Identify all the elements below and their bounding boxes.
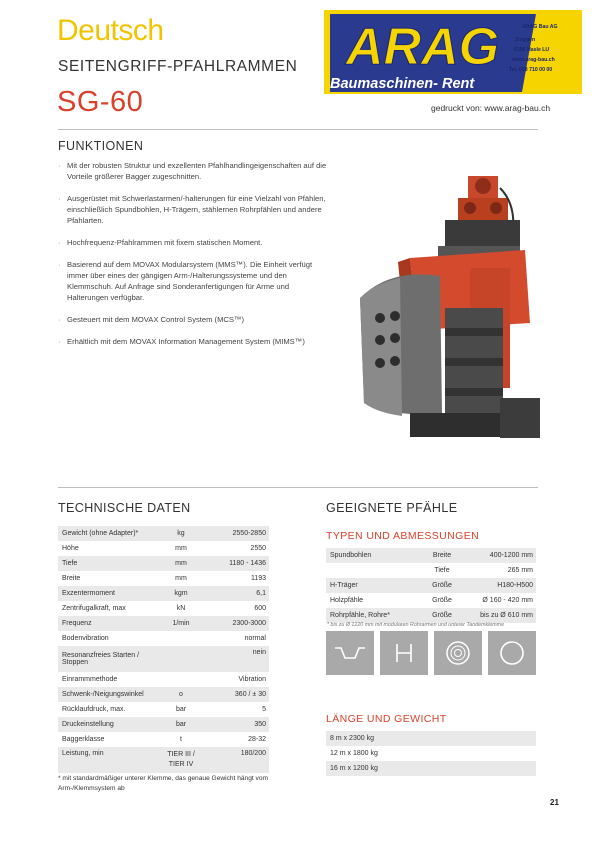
table-row: [58, 702, 269, 717]
piles-title: GEEIGNETE PFÄHLE: [326, 501, 458, 515]
tech-label: Rücklaufdruck, max.: [62, 706, 126, 713]
pile-value: Ø 160 - 420 mm: [482, 597, 533, 604]
tech-label: Breite: [62, 575, 81, 582]
divider: [58, 129, 538, 130]
tech-data-table: [58, 526, 269, 773]
pile-type: H-Träger: [326, 578, 422, 593]
logo-address-1: ARAG Bau AG: [522, 24, 558, 30]
pile-icon-row: [326, 631, 536, 675]
vibro-hammer-image: [350, 158, 550, 450]
table-row: [58, 747, 269, 773]
tech-value: 1180 - 1436: [200, 556, 269, 571]
table-row: [326, 563, 536, 578]
tech-label: Einrammmethode: [62, 676, 118, 683]
tech-value: 6,1: [200, 586, 269, 601]
functions-title: FUNKTIONEN: [58, 139, 144, 153]
tech-value: 2300-3000: [200, 616, 269, 631]
sheet-pile-icon: [326, 631, 374, 675]
tech-label: Leistung, min: [58, 747, 162, 773]
tech-unit: kg: [162, 526, 200, 541]
tech-value: 2550-2850: [200, 526, 269, 541]
length-weight-title: LÄNGE UND GEWICHT: [326, 713, 447, 725]
length-weight-value: 8 m x 2300 kg: [326, 731, 536, 746]
pile-value: H180-H500: [462, 578, 536, 593]
pile-types-title: TYPEN UND ABMESSUNGEN: [326, 530, 480, 542]
tech-unit: [162, 631, 200, 646]
pipe-pile-icon: [488, 631, 536, 675]
pile-type: [326, 563, 422, 578]
table-row: [58, 687, 269, 702]
svg-text:ARAG: ARAG: [346, 18, 500, 76]
arag-logo: [322, 8, 584, 96]
table-row: [326, 578, 536, 593]
tech-label: Zentrifugalkraft, max: [62, 605, 126, 612]
model-name: SG-60: [57, 86, 144, 118]
tech-label: Druckeinstellung: [58, 717, 162, 732]
tech-unit: [162, 672, 200, 687]
tech-value: 360 / ± 30: [200, 687, 269, 702]
tech-unit: t: [180, 736, 182, 743]
table-row: [58, 541, 269, 556]
pile-measure: Größe: [432, 597, 452, 604]
tech-value: 28-32: [248, 736, 266, 743]
pile-value: bis zu Ø 610 mm: [462, 608, 536, 623]
table-row: [58, 672, 269, 687]
table-row: [326, 593, 536, 608]
tech-value: normal: [244, 635, 266, 642]
table-row: [326, 608, 536, 623]
logo-address-5: Tel. 058 710 00 00: [509, 67, 553, 73]
tech-unit: kN: [176, 605, 186, 612]
tech-label: Höhe: [62, 545, 79, 552]
divider: [58, 487, 538, 488]
h-beam-icon: [380, 631, 428, 675]
tech-value: 600: [254, 605, 266, 612]
product-category: SEITENGRIFF-PFAHLRAMMEN: [58, 58, 298, 75]
table-row: [58, 717, 269, 732]
pile-measure: Breite: [422, 548, 462, 563]
table-row: [58, 601, 269, 616]
logo-address-4: www.arag-bau.ch: [512, 57, 555, 63]
table-row: [58, 732, 269, 747]
tech-data-title: TECHNISCHE DATEN: [58, 501, 191, 515]
pile-measure: Größe: [422, 608, 462, 623]
table-row: [58, 586, 269, 601]
tech-unit: [162, 646, 200, 672]
feature-item: · Hochfrequenz-Pfahlrammen mit fixem statischen Moment.: [58, 237, 330, 248]
printed-by: gedruckt von: www.arag-bau.ch: [431, 103, 551, 113]
page-number: 21: [550, 798, 559, 807]
pile-types-table: [326, 548, 536, 623]
language-title: Deutsch: [57, 14, 164, 47]
length-weight-value: 16 m x 1200 kg: [326, 761, 536, 776]
tech-unit: bar: [162, 717, 200, 732]
table-row: [58, 646, 269, 672]
svg-text:Baumaschinen- Rent: Baumaschinen- Rent: [330, 76, 475, 92]
table-row: [326, 548, 536, 563]
tech-value: 180/200: [200, 747, 269, 773]
table-row: [58, 571, 269, 586]
tech-value: nein: [200, 646, 269, 672]
tech-value: 1193: [250, 575, 266, 582]
pile-measure: Tiefe: [434, 567, 450, 574]
tech-unit: bar: [175, 706, 187, 713]
tech-unit: TIER III / TIER IV: [162, 747, 200, 773]
pile-note: * bis zu Ø 1220 mm mit modularen Rohrarmen und unterer Tandemklemme: [327, 622, 505, 628]
feature-item: · Erhältlich mit dem MOVAX Information Management System (MIMS™): [58, 336, 330, 347]
pile-type: Holzpfähle: [330, 597, 364, 604]
tech-label: Tiefe: [58, 556, 162, 571]
table-row: [58, 556, 269, 571]
tech-value: 5: [262, 706, 266, 713]
table-row: [58, 526, 269, 541]
tech-unit: o: [162, 687, 200, 702]
table-row: [58, 616, 269, 631]
table-row: [326, 761, 536, 776]
tech-unit: 1/min: [162, 616, 200, 631]
feature-list: [58, 160, 330, 357]
length-weight-value: 12 m x 1800 kg: [330, 750, 378, 757]
tech-label: Frequenz: [58, 616, 162, 631]
tech-label: Schwenk-/Neigungswinkel: [58, 687, 162, 702]
feature-item: · Basierend auf dem MOVAX Modularsystem (MMS™). Die Einheit verfügt immer über eines der gängigen Arm-/Halterungssysteme und den Klemmschuh. Auf Anfrage sind Sonderanfertigungen für Arme und Halterungen verfügbar.: [58, 259, 330, 304]
tech-value: Vibration: [238, 676, 266, 683]
feature-item: · Mit der robusten Struktur und exzellenten Pfahlhandlingeigenschaften auf die Vorteile größerer Bagger zugeschnitten.: [58, 160, 330, 182]
tech-label: Gewicht (ohne Adapter)*: [58, 526, 162, 541]
tech-value: 350: [200, 717, 269, 732]
pile-type: Rohrpfähle, Rohre*: [326, 608, 422, 623]
table-row: [326, 746, 536, 761]
pile-value: 265 mm: [507, 567, 533, 574]
length-weight-table: [326, 731, 536, 776]
tech-unit: kgm: [162, 586, 200, 601]
pile-measure: Größe: [422, 578, 462, 593]
wood-pile-icon: [434, 631, 482, 675]
tech-label: Exzentermoment: [58, 586, 162, 601]
tech-value: 2550: [250, 545, 266, 552]
tech-unit: mm: [175, 545, 187, 552]
tech-label: Baggerklasse: [62, 736, 105, 743]
tech-unit: mm: [162, 556, 200, 571]
tech-unit: mm: [175, 575, 187, 582]
pile-type: Spundbohlen: [326, 548, 422, 563]
tech-label: Resonanzfreies Starten / Stoppen: [58, 646, 162, 672]
logo-address-2: Zinggen: [515, 37, 536, 43]
table-row: [58, 631, 269, 646]
weight-footnote: * mit standardmäßiger unterer Klemme, das genaue Gewicht hängt vom Arm-/Klemmsystem ab: [58, 775, 269, 792]
feature-item: · Gesteuert mit dem MOVAX Control System (MCS™): [58, 314, 330, 325]
table-row: [326, 731, 536, 746]
pile-value: 400-1200 mm: [462, 548, 536, 563]
logo-address-3: 6186 Hasle LU: [514, 47, 550, 53]
feature-item: · Ausgerüstet mit Schwerlastarmen/-halterungen für eine Vielzahl von Pfählen, einschließlich Spundbohlen, H-Trägern, stählernen Rohrpfählen und andere Pfahlarten.: [58, 193, 330, 227]
tech-label: Bodenvibration: [62, 635, 109, 642]
